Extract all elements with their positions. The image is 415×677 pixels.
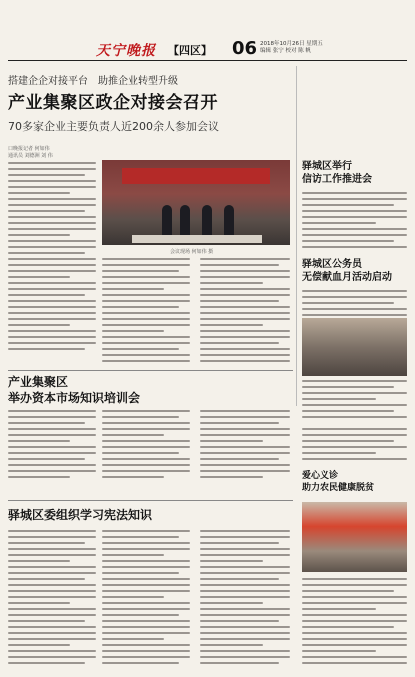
section-2-rule <box>8 370 293 371</box>
section-3-col-2 <box>102 530 190 670</box>
lead-subhead: 70多家企业主要负责人近200余人参加会议 <box>8 120 219 133</box>
lead-photo <box>102 160 290 245</box>
sidebar-photo-caption-text <box>302 380 407 422</box>
masthead <box>0 0 415 64</box>
sidebar-story-3-text <box>302 578 407 670</box>
section-3-col-1 <box>8 530 96 670</box>
lead-byline: 口晚报记者 何如伟 通讯员 刘德洲 刘 伟 <box>8 146 53 159</box>
lead-column-3 <box>200 258 290 366</box>
section-2-title: 产业集聚区 举办资本市场知识培训会 <box>8 375 141 405</box>
lead-photo-caption: 会议现场 何如伟 摄 <box>170 249 214 255</box>
section-2-col-1 <box>8 410 96 490</box>
sidebar-story-3-title: 爱心义诊 助力农民健康脱贫 <box>302 471 375 493</box>
lead-kicker: 搭建企企对接平台 助推企业转型升级 <box>8 76 178 87</box>
section-3-rule <box>8 500 293 501</box>
date-line-2: 编辑 张宁 校对 陈 帆 <box>260 48 311 54</box>
section-tag: 【四区】 <box>168 44 212 57</box>
section-3-col-3 <box>200 530 290 670</box>
sidebar-divider <box>296 66 297 406</box>
masthead-rule <box>8 60 407 61</box>
sidebar-blood-donation-photo <box>302 318 407 376</box>
lead-column-2 <box>102 258 190 366</box>
sidebar-story-1-text <box>302 192 407 254</box>
section-2-col-2 <box>102 410 190 490</box>
sidebar-clinic-photo <box>302 502 407 572</box>
sidebar-extra-text <box>302 428 407 468</box>
page-number: 06 <box>232 38 258 59</box>
newspaper-logo: 天宁晚报 <box>96 43 156 59</box>
date-line-1: 2018年10月26日 星期五 <box>260 41 323 47</box>
section-3-title: 驿城区委组织学习宪法知识 <box>8 508 153 522</box>
sidebar-story-1-title: 驿城区举行 信访工作推进会 <box>302 161 372 185</box>
lead-headline: 产业集聚区政企对接会召开 <box>8 93 218 113</box>
date-line <box>260 41 323 55</box>
lead-column-1 <box>8 162 96 362</box>
sidebar-story-2-title: 驿城区公务员 无偿献血月活动启动 <box>302 259 392 283</box>
section-2-col-3 <box>200 410 290 490</box>
